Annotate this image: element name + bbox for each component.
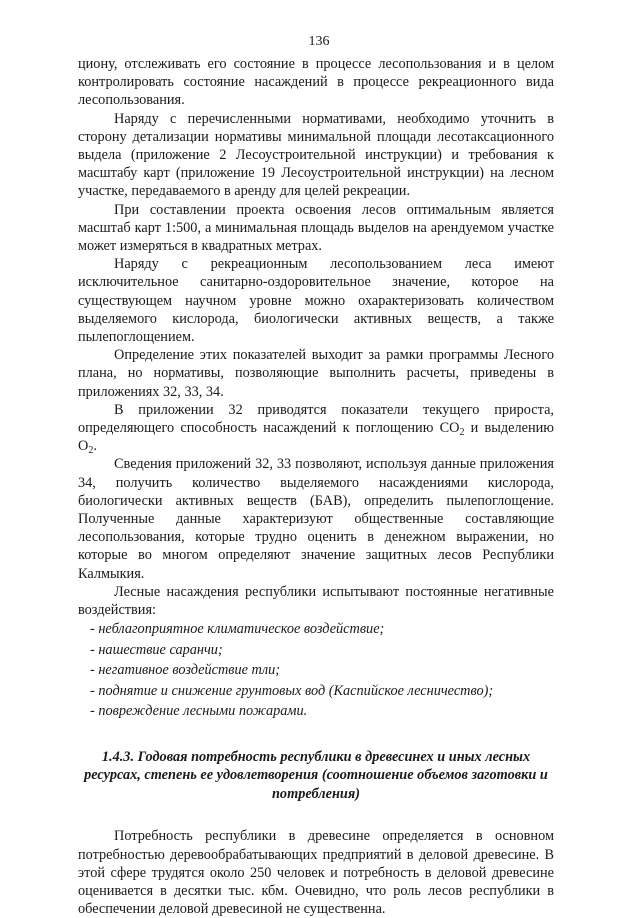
- section-heading: 1.4.3. Годовая потребность республики в древесинех и иных лесных ресурсах, степень ее удовлетворения (соотношение объемов заготовки и потребления): [84, 748, 548, 802]
- paragraph-negative-impacts: Лесные насаждения республики испытывают постоянные негативные воздействия:: [78, 583, 554, 619]
- page-number: 136: [308, 34, 330, 49]
- co2-text-middle: и выделению O: [78, 420, 554, 455]
- paragraph-continuation: циону, отслеживать его состояние в процессе лесопользования и в целом контролировать состояние насаждений в процессе рекреационного вида лесопользования.: [78, 56, 554, 109]
- paragraph-map-scale: При составлении проекта освоения лесов оптимальным является масштаб карт 1:500, а минимальная площадь выделов на арендуемом участке может измеряться в квадратных метрах.: [78, 201, 554, 255]
- paragraph-indicators: Определение этих показателей выходит за рамки программы Лесного плана, но нормативы, позволяющие выполнить расчеты, приведены в приложениях 32, 33, 34.: [78, 347, 554, 400]
- list-item: - поднятие и снижение грунтовых вод (Каспийское лесничество);: [90, 682, 494, 699]
- co2-subscript: 2: [459, 427, 465, 439]
- list-item: - негативное воздействие тли;: [90, 662, 281, 679]
- paragraph-sanitary-value: Наряду с рекреационным лесопользованием леса имеют исключительное санитарно-оздоровительное значение, которое на существующем научном уровне можно охарактеризовать количеством выделяемого кислорода, биологически активных веществ, а также пылепоглощением.: [78, 256, 554, 346]
- paragraph-wood-demand: Потребность республики в древесине определяется в основном потребностью деревообрабатывающих предприятий в деловой древесине. В этой сфере трудятся около 250 человек и потребность в деловой древесине оценивается в десятки тыс. кбм. Очевидно, что роль лесов республики в обеспечении деловой древесиной не существенна.: [78, 828, 554, 918]
- o2-subscript: 2: [88, 445, 94, 457]
- co2-text-after: .: [93, 438, 97, 455]
- list-item: - нашествие саранчи;: [90, 641, 223, 658]
- paragraph-co2-absorption: [78, 401, 554, 456]
- paragraph-appendix-data: Сведения приложений 32, 33 позволяют, используя данные приложения 34, получить количество выделяемого насаждениями кислорода, биологически активных веществ (БАВ), определить пылепоглощение. Полученные данные характеризуют общественные составляющие лесопользования, которые трудно оценить в денежном выражении, но которые во многом определяют значение защитных лесов Республики Калмыкия.: [78, 456, 554, 582]
- list-item: - повреждение лесными пожарами.: [90, 703, 308, 720]
- list-item: - неблагоприятное климатическое воздействие;: [90, 621, 385, 638]
- impacts-list: [78, 619, 554, 722]
- co2-text-before: В приложении 32 приводятся показатели текущего прироста, определяющего способность насаждений к поглощению CO: [78, 401, 554, 437]
- paragraph-normatives: Наряду с перечисленными нормативами, необходимо уточнить в сторону детализации нормативы минимальной площади лесотаксационного выдела (приложение 2 Лесоустроительной инструкции) и требования к масштабу карт (приложение 19 Лесоустроительной инструкции) на лесном участке, передаваемого в аренду для целей рекреации.: [78, 110, 554, 200]
